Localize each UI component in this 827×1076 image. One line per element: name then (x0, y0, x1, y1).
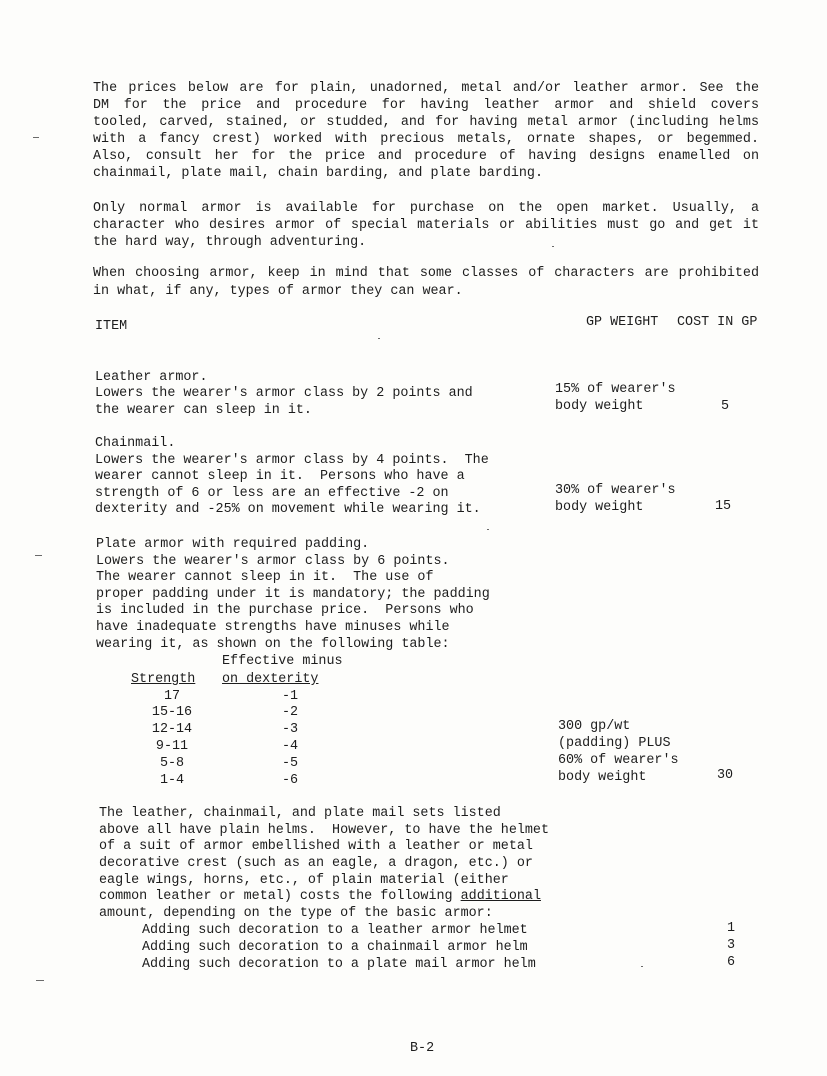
intro-p2-line-2: character who desires armor of special materials or abilities must go and get it (93, 218, 759, 233)
header-gp-weight: GP WEIGHT (586, 315, 659, 330)
table-row-2-minus: -2 (281, 705, 299, 720)
helm-line-4: decorative crest (such as an eagle, a dragon, etc.) or (99, 856, 533, 871)
leather-line-3: the wearer can sleep in it. (95, 403, 312, 418)
scan-mark (33, 137, 39, 138)
plate-line-6: have inadequate strengths have minuses while (96, 620, 450, 635)
leather-line-1: Leather armor. (95, 370, 208, 385)
leather-line-2: Lowers the wearer's armor class by 2 points and (95, 386, 473, 401)
header-cost: COST IN GP (677, 315, 758, 330)
table-row-6-minus: -6 (281, 773, 299, 788)
intro-p2-line-1: Only normal armor is available for purchase on the open market. Usually, a (93, 201, 759, 216)
table-col-strength: Strength (131, 672, 196, 687)
chainmail-line-2: Lowers the wearer's armor class by 4 points. The (95, 453, 489, 468)
intro-p2-line-3: the hard way, through adventuring. (93, 235, 367, 250)
chainmail-weight-1: 30% of wearer's (555, 483, 676, 498)
helm-additional: additional (460, 889, 541, 904)
intro-line-5: Also, consult her for the price and procedure of having designs enamelled on (93, 149, 759, 164)
scan-mark (35, 555, 42, 556)
plate-line-2: Lowers the wearer's armor class by 6 points. (96, 554, 450, 569)
chainmail-cost: 15 (715, 499, 732, 514)
table-col-dexterity: on dexterity (222, 672, 319, 687)
chainmail-weight-2: body weight (555, 500, 644, 515)
table-row-1-strength: 17 (163, 689, 181, 704)
scan-mark (641, 966, 643, 967)
helm-line-5: eagle wings, horns, etc., of plain material (either (99, 873, 509, 888)
header-item: ITEM (95, 319, 128, 334)
scan-mark (487, 529, 489, 530)
intro-p3-line-2: in what, if any, types of armor they can wear. (93, 284, 463, 299)
plate-weight-2: (padding) PLUS (558, 736, 671, 751)
plate-line-7: wearing it, as shown on the following table: (96, 637, 450, 652)
plate-line-3: The wearer cannot sleep in it. The use of (96, 570, 434, 585)
table-row-6-strength: 1-4 (159, 773, 185, 788)
intro-line-3: tooled, carved, stained, or studded, and for having metal armor (including helms (93, 115, 759, 130)
helm-line-2: above all have plain helms. However, to have the helmet (99, 823, 549, 838)
intro-line-2: DM for the price and procedure for having leather armor and shield covers (93, 98, 759, 113)
helm-line-7: amount, depending on the type of the basic armor: (99, 906, 493, 921)
plate-weight-3: 60% of wearer's (558, 753, 679, 768)
intro-line-1: The prices below are for plain, unadorned, metal and/or leather armor. See the (93, 81, 759, 96)
helm-line-3: of a suit of armor embellished with a leather or metal (99, 839, 533, 854)
chainmail-line-1: Chainmail. (95, 436, 176, 451)
table-row-1-minus: -1 (281, 689, 299, 704)
helm-line-6: common leather or metal) costs the following (99, 889, 453, 904)
table-row-3-minus: -3 (281, 722, 299, 737)
plate-cost: 30 (717, 768, 734, 783)
plate-line-4: proper padding under it is mandatory; the padding (96, 587, 490, 602)
plate-line-5: is included in the purchase price. Persons who (96, 603, 474, 618)
chainmail-line-3: wearer cannot sleep in it. Persons who have a (95, 469, 465, 484)
table-row-4-strength: 9-11 (155, 739, 189, 754)
page-number: B-2 (410, 1041, 435, 1056)
chainmail-line-5: dexterity and -25% on movement while wearing it. (95, 502, 481, 517)
table-header-top: Effective minus (222, 654, 343, 669)
table-row-2-strength: 15-16 (151, 705, 193, 720)
intro-p3-line-1: When choosing armor, keep in mind that some classes of characters are prohibited (93, 266, 759, 281)
scan-mark (378, 338, 380, 339)
table-row-4-minus: -4 (281, 739, 299, 754)
table-row-5-strength: 5-8 (159, 756, 185, 771)
intro-line-4: with a fancy crest) worked with precious metals, ornate shapes, or begemmed. (93, 132, 759, 147)
table-row-5-minus: -5 (281, 756, 299, 771)
plate-line-1: Plate armor with required padding. (96, 537, 370, 552)
helm-item-3-cost: 6 (727, 955, 736, 970)
helm-item-3-label: Adding such decoration to a plate mail armor helm (142, 957, 536, 972)
leather-cost: 5 (721, 399, 730, 414)
helm-item-2-cost: 3 (727, 938, 736, 953)
helm-item-2-label: Adding such decoration to a chainmail armor helm (142, 940, 528, 955)
helm-line-6-row (99, 888, 541, 905)
leather-weight-1: 15% of wearer's (555, 382, 676, 397)
scan-mark (36, 980, 44, 981)
scan-mark (552, 246, 554, 247)
plate-weight-4: body weight (558, 770, 647, 785)
helm-item-1-label: Adding such decoration to a leather armor helmet (142, 923, 528, 938)
helm-line-1: The leather, chainmail, and plate mail sets listed (99, 806, 501, 821)
intro-line-6: chainmail, plate mail, chain barding, and plate barding. (93, 166, 543, 181)
leather-weight-2: body weight (555, 399, 644, 414)
chainmail-line-4: strength of 6 or less are an effective -2 on (95, 486, 449, 501)
table-row-3-strength: 12-14 (151, 722, 193, 737)
plate-weight-1: 300 gp/wt (558, 719, 631, 734)
helm-item-1-cost: 1 (727, 921, 736, 936)
